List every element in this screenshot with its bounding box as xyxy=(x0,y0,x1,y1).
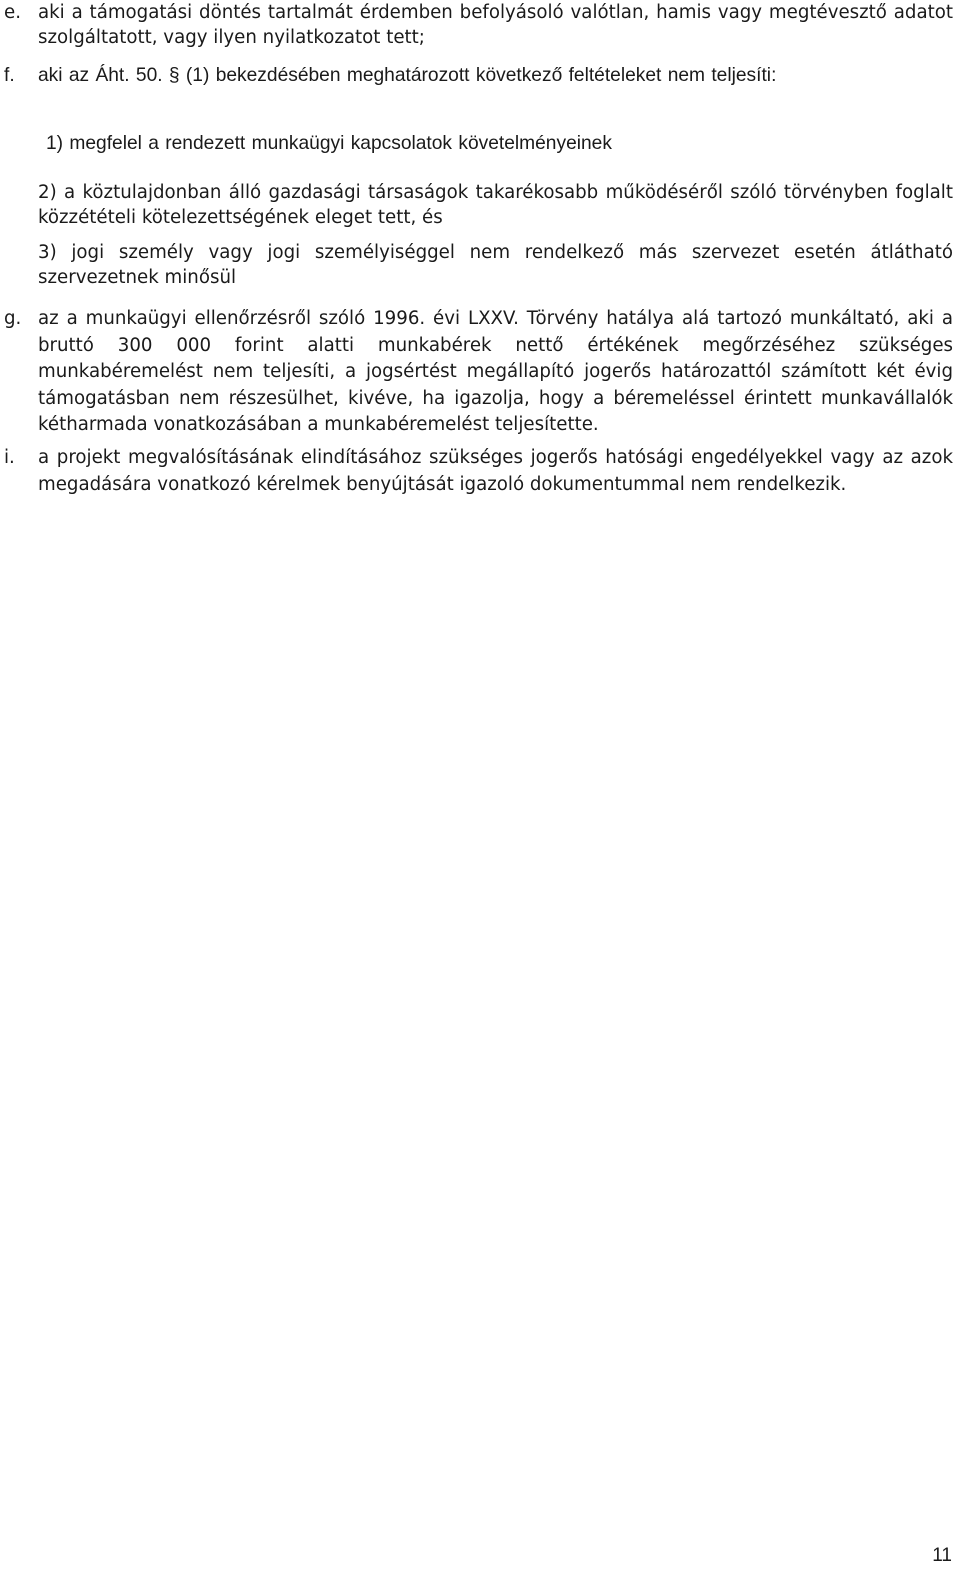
list-item-g xyxy=(0,306,953,439)
sub-item-2: 2) a köztulajdonban álló gazdasági társaságok takarékosabb működéséről szóló törvényben foglalt közzétételi kötelezettségének eleget tett, és xyxy=(38,182,953,228)
item-text-e: aki a támogatási döntés tartalmát érdemben befolyásoló valótlan, hamis vagy megtévesztő adatot szolgáltatott, vagy ilyen nyilatkozatot tett; xyxy=(38,2,953,48)
item-marker-g: g. xyxy=(4,308,22,329)
page-number: 11 xyxy=(932,1545,952,1566)
list-item-e xyxy=(0,0,953,50)
list-item-i xyxy=(0,445,953,498)
sub-item-1: 1) megfelel a rendezett munkaügyi kapcsolatok követelményeinek xyxy=(46,133,612,154)
item-text-g: az a munkaügyi ellenőrzésről szóló 1996. évi LXXV. Törvény hatálya alá tartozó munkáltató, aki a bruttó 300 000 forint alatti munkabérek nettő értékének megőrzéséhez szükséges munkabéremelést nem teljesíti, a jogsértést megállapító jogerős határozattól számított két évig támogatásban nem részesülhet, kivéve, ha igazolja, hogy a béremeléssel érintett munkavállalók kétharmada vonatkozásában a munkabéremelést teljesítette. xyxy=(38,308,953,435)
item-text-f: aki az Áht. 50. § (1) bekezdésében meghatározott következő feltételeket nem teljesíti: xyxy=(38,65,777,86)
item-marker-f: f. xyxy=(4,65,15,86)
sub-item-3: 3) jogi személy vagy jogi személyiséggel nem rendelkező más szervezet esetén átlátható szervezetnek minősül xyxy=(38,242,953,288)
list-item-f xyxy=(0,63,953,88)
item-text-i: a projekt megvalósításának elindításához szükséges jogerős hatósági engedélyekkel vagy az azok megadására vonatkozó kérelmek benyújtását igazoló dokumentummal nem rendelkezik. xyxy=(38,447,953,495)
item-marker-i: i. xyxy=(4,447,15,468)
item-marker-e: e. xyxy=(4,2,21,23)
